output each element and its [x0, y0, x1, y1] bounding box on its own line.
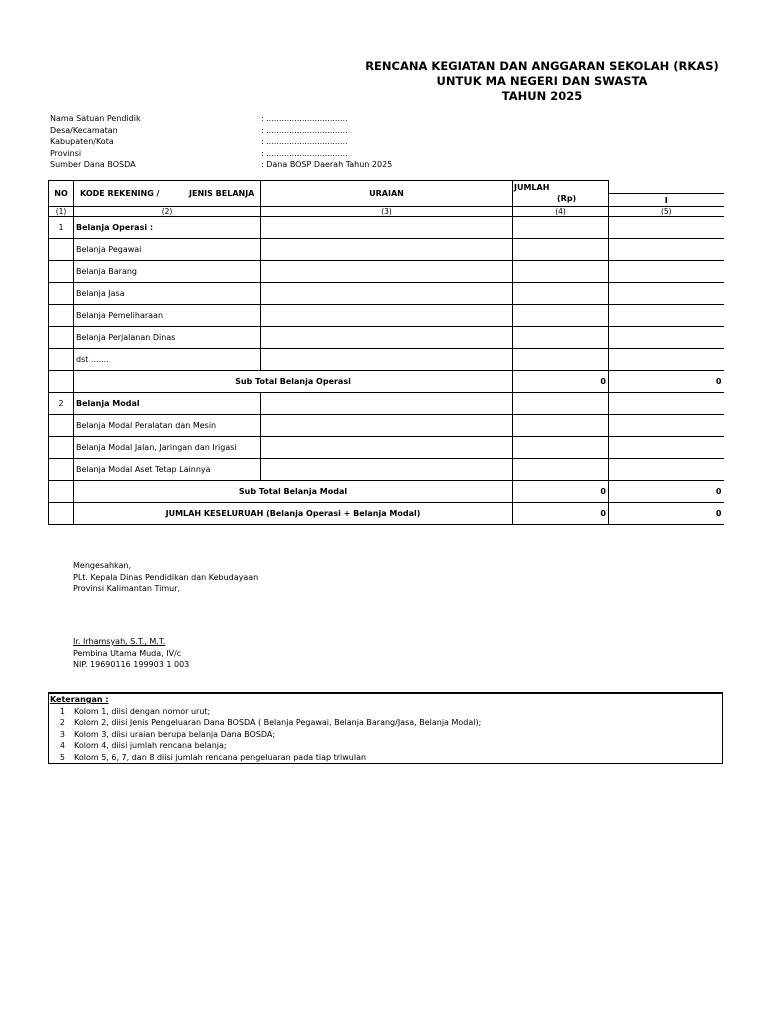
item-label: Belanja Perjalanan Dinas	[74, 327, 261, 349]
note-number: 2	[59, 718, 65, 727]
header-triwulan-blank	[609, 181, 724, 194]
row-no: 2	[49, 393, 74, 415]
table-row	[49, 217, 724, 239]
document-year: TAHUN 2025	[501, 89, 583, 103]
note-text: Kolom 2, diisi Jenis Pengeluaran Dana BOSDA ( Belanja Pegawai, Belanja Barang/Jasa, Belanja Modal);	[74, 718, 482, 727]
signatory-block	[73, 636, 189, 671]
note-item	[49, 706, 722, 718]
item-label: Belanja Modal Aset Tetap Lainnya	[74, 459, 261, 481]
note-number: 5	[59, 752, 65, 762]
note-item	[49, 740, 722, 752]
note-number: 1	[59, 706, 65, 716]
row-no: 1	[49, 217, 74, 239]
item-label: dst .......	[74, 349, 261, 371]
note-item	[49, 717, 722, 729]
grand-total-jumlah: 0	[513, 503, 609, 525]
note-text: Kolom 5, 6, 7, dan 8 diisi jumlah rencana pengeluaran pada tiap triwulan	[74, 752, 367, 762]
item-label: Belanja Pemeliharaan	[74, 305, 261, 327]
header-kode-jenis	[74, 181, 261, 207]
subtotal-row	[49, 371, 724, 393]
info-label: Desa/Kecamatan	[50, 125, 118, 135]
header-kode: KODE REKENING /	[80, 189, 160, 198]
table-row	[49, 393, 724, 415]
note-number: 4	[59, 741, 65, 750]
grand-total-col5: 0	[609, 503, 724, 525]
info-value: : Dana BOSP Daerah Tahun 2025	[261, 160, 393, 169]
section-title: Belanja Operasi :	[74, 217, 261, 239]
header-rp-label: (Rp)	[557, 194, 577, 203]
uraian-cell	[261, 217, 513, 239]
col-number: (4)	[513, 207, 609, 217]
header-col5: I	[609, 194, 724, 207]
header-jenis: JENIS BELANJA	[189, 189, 255, 198]
subtotal-row	[49, 481, 724, 503]
note-text: Kolom 1, diisi dengan nomor urut;	[74, 706, 211, 716]
subtotal-jumlah: 0	[513, 481, 609, 503]
jumlah-cell	[513, 217, 609, 239]
info-value: : ................................	[261, 148, 348, 158]
info-value: : ................................	[261, 125, 348, 135]
col5-cell	[609, 217, 724, 239]
header-jumlah	[513, 181, 609, 207]
note-item	[49, 752, 722, 764]
header-jumlah-label: JUMLAH	[514, 183, 550, 192]
approval-block	[73, 560, 258, 595]
approval-line: Mengesahkan,	[73, 561, 132, 570]
info-value: : ................................	[261, 137, 348, 146]
item-label: Belanja Pegawai	[74, 239, 261, 261]
budget-table	[48, 180, 724, 525]
table-row	[49, 437, 724, 459]
subtotal-jumlah: 0	[513, 371, 609, 393]
header-uraian: URAIAN	[261, 181, 513, 207]
table-row	[49, 327, 724, 349]
subtotal-label: Sub Total Belanja Operasi	[74, 371, 513, 393]
col-number: (5)	[609, 207, 724, 217]
subtotal-col5: 0	[609, 481, 724, 503]
signatory-name: Ir. Irhamsyah, S.T., M.T.	[73, 637, 166, 646]
item-label: Belanja Jasa	[74, 283, 261, 305]
info-label: Sumber Dana BOSDA	[50, 160, 136, 169]
grand-total-row	[49, 503, 724, 525]
info-value: : ................................	[261, 114, 348, 123]
signatory-nip: NIP. 19690116 199903 1 003	[73, 660, 190, 669]
table-row	[49, 349, 724, 371]
subtotal-label: Sub Total Belanja Modal	[74, 481, 513, 503]
col-number: (1)	[49, 207, 74, 217]
item-label: Belanja Modal Jalan, Jaringan dan Irigasi	[74, 437, 261, 459]
info-label: Provinsi	[50, 148, 82, 158]
table-row	[49, 305, 724, 327]
info-label: Nama Satuan Pendidik	[50, 114, 141, 123]
note-item	[49, 729, 722, 741]
notes-heading: Keterangan :	[50, 695, 109, 704]
grand-total-label: JUMLAH KESELURUAH (Belanja Operasi + Belanja Modal)	[74, 503, 513, 525]
item-label: Belanja Barang	[74, 261, 261, 283]
info-label: Kabupaten/Kota	[50, 137, 114, 146]
document-subtitle: UNTUK MA NEGERI DAN SWASTA	[436, 74, 648, 88]
col-number: (2)	[74, 207, 261, 217]
header-no: NO	[49, 181, 74, 207]
item-label: Belanja Modal Peralatan dan Mesin	[74, 415, 261, 437]
table-row	[49, 239, 724, 261]
table-row	[49, 283, 724, 305]
table-row	[49, 459, 724, 481]
notes-box	[48, 692, 723, 764]
approval-line: Provinsi Kalimantan Timur,	[73, 584, 181, 593]
col-number: (3)	[261, 207, 513, 217]
table-row	[49, 261, 724, 283]
note-text: Kolom 3, diisi uraian berupa belanja Dana BOSDA;	[74, 729, 276, 739]
table-row	[49, 415, 724, 437]
section-title: Belanja Modal	[74, 393, 261, 415]
note-number: 3	[59, 729, 65, 739]
signatory-rank: Pembina Utama Muda, IV/c	[73, 648, 182, 658]
note-text: Kolom 4, diisi jumlah rencana belanja;	[74, 741, 227, 750]
subtotal-col5: 0	[609, 371, 724, 393]
document-title: RENCANA KEGIATAN DAN ANGGARAN SEKOLAH (RKAS)	[365, 59, 719, 73]
approval-line: PLt. Kepala Dinas Pendidikan dan Kebudayaan	[73, 572, 259, 582]
